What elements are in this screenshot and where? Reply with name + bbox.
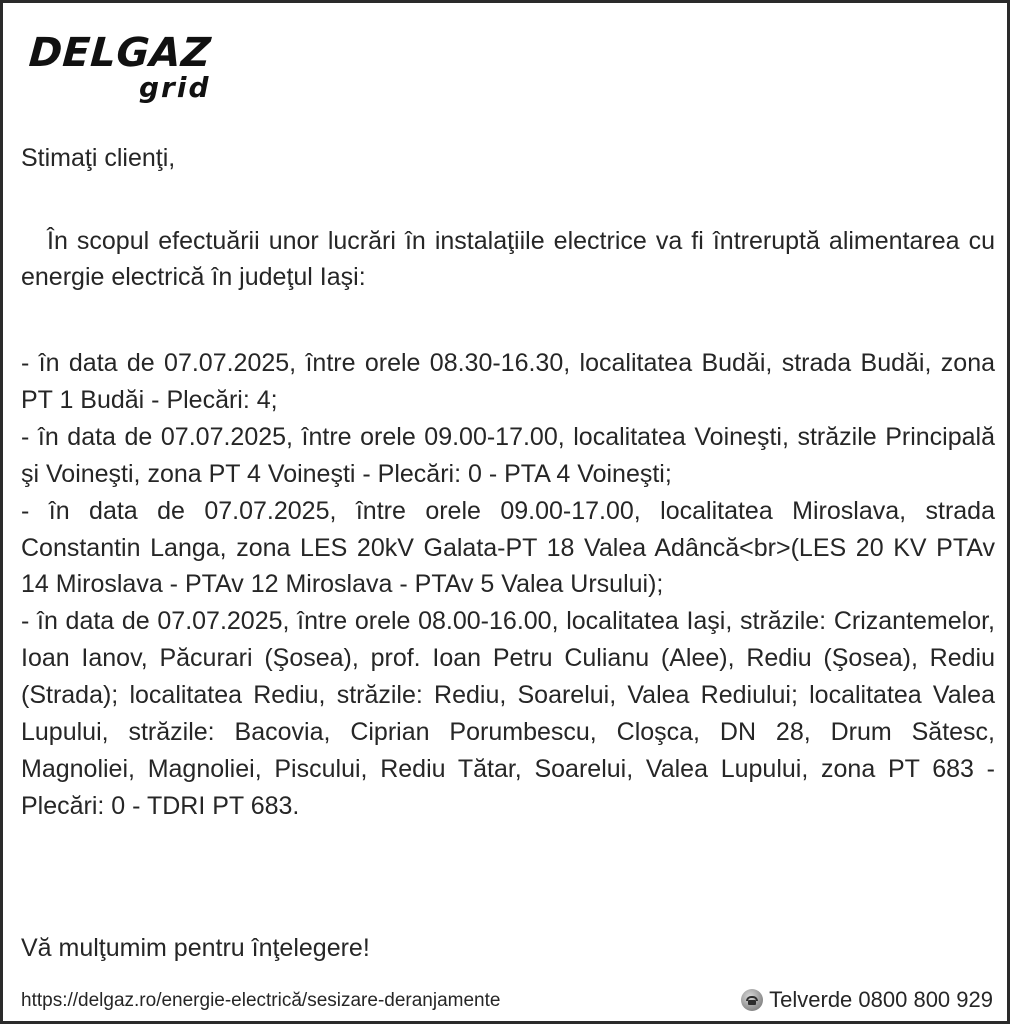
greeting: Stimaţi clienţi, (21, 144, 176, 172)
outage-item: - în data de 07.07.2025, între orele 08.00-16.00, localitatea Iaşi, străzile: Crizantemelor, Ioan Ianov, Păcurari (Şosea), prof. Ioan Petru Culianu (Alee), Rediu (Şosea), Rediu (Strada); localitatea Rediu, străzile: Rediu, Soarelui, Valea Rediului; localitatea Valea Lupului, străzile: Bacovia, Ciprian Porumbescu, Cloşca, DN 28, Drum Sătesc, Magnoliei, Magnoliei, Piscului, Rediu Tătar, Soarelui, Valea Lupului, zona PT 683 - Plecări: 0 - TDRI PT 683. (21, 607, 995, 820)
telephone-icon (741, 989, 763, 1011)
thanks-message: Vă mulţumim pentru înţelegere! (21, 934, 370, 962)
logo-brand-text: DELGAZ (27, 30, 213, 76)
outage-item: - în data de 07.07.2025, între orele 09.00-17.00, localitatea Miroslava, strada Constantin Langa, zona LES 20kV Galata-PT 18 Valea Adâncă<br>(LES 20 KV PTAv 14 Miroslava - PTAv 12 Miroslava - PTAv 5 Valea Ursului); (21, 496, 995, 599)
outage-item: - în data de 07.07.2025, între orele 09.00-17.00, localitatea Voineşti, străzile Principală şi Voineşti, zona PT 4 Voineşti - Plecări: 0 - PTA 4 Voineşti; (21, 422, 995, 488)
report-outage-link[interactable]: https://delgaz.ro/energie-electrică/sesizare-deranjamente (21, 990, 501, 1011)
hotline-label: Telverde 0800 800 929 (769, 987, 993, 1012)
outage-item: - în data de 07.07.2025, între orele 08.30-16.30, localitatea Budăi, strada Budăi, zona PT 1 Budăi - Plecări: 4; (21, 349, 995, 414)
delgaz-grid-logo (27, 30, 229, 108)
outage-list (21, 345, 995, 825)
intro-paragraph (21, 223, 995, 295)
intro-text: În scopul efectuării unor lucrări în instalaţiile electrice va fi întreruptă alimentarea cu energie electrică în judeţul Iaşi: (21, 227, 995, 291)
logo-sub-text: grid (139, 71, 211, 104)
hotline (741, 985, 993, 1015)
